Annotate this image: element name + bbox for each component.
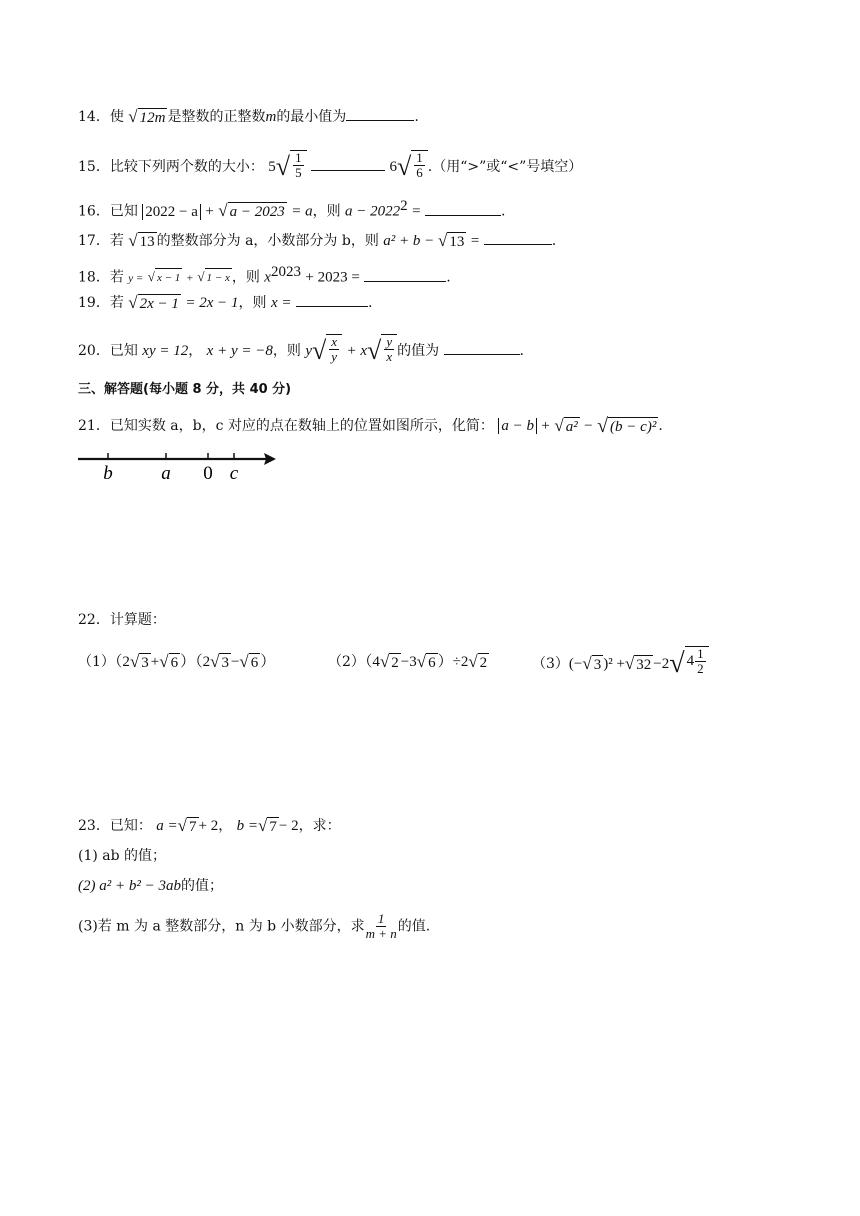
question-21: 21．已知实数 a，b，c 对应的点在数轴上的位置如图所示，化简： a − b + √ a² − √ (b − c)² . <box>78 414 663 437</box>
answer-blank-18[interactable] <box>364 267 446 282</box>
answer-blank-19[interactable] <box>296 292 368 307</box>
sqrt-13: √ 13 <box>128 230 155 250</box>
question-18: 18．若 y = √ x − 1 + √ 1 − x ，则 $x^{2023} + 2023$ = . <box>78 264 451 286</box>
question-16: 16．已知 2022 − a + √ a − 2023 = a，则 $a - 2022^2$ = . <box>78 198 506 221</box>
answer-blank-16[interactable] <box>425 201 501 216</box>
numline-label-a: a <box>161 463 171 484</box>
sqrt-2x-1: √ 2x − 1 <box>128 292 179 312</box>
section-title: 三、解答题(每小题 8 分，共 40 分) <box>78 382 292 397</box>
question-17: 17．若 √ 13 的整数部分为 a，小数部分为 b，则 a² + b − √ 13 = . <box>78 230 557 250</box>
q23-sub-2: (2) a² + b² − 3ab的值； <box>78 878 223 894</box>
q23-sub-1: (1) ab 的值； <box>78 848 167 864</box>
answer-blank-15[interactable] <box>311 156 385 171</box>
q22-part-2: （2）（4 √ 2 −3 √ 6 ）÷2 √ 2 <box>328 651 488 671</box>
question-23: 23．已知： a = √ 7 + 2， b = √ 7 − 2，求： <box>78 815 341 835</box>
numline-label-c: c <box>229 463 239 484</box>
question-14: 14．使 √ 12m 是整数的正整数m的最小值为 . <box>78 106 419 126</box>
sqrt-1-5: √ $\frac{1}{5}$ <box>276 150 307 184</box>
q23-sub-3: (3)若 m 为 a 整数部分，n 为 b 小数部分，求 $\frac{1}{m + n}$ 的值. <box>78 911 431 941</box>
numline-label-b: b <box>103 463 113 484</box>
q22-part-1: （1）（2 √ 3 + √ 6 ）（2 √ 3 − √ 6 ） <box>78 651 276 671</box>
sqrt-12m: √ 12m <box>128 106 166 126</box>
sqrt-1-6: √ $\frac{1}{6}$ <box>397 150 428 184</box>
question-20: 20．已知 xy = 12， x + y = −8，则 y √ $\frac{x}{y}$ + x √ $\frac{y}{x}$ 的值为 . <box>78 334 524 368</box>
q14-number: 14． <box>78 109 110 125</box>
numline-label-0: 0 <box>203 463 213 484</box>
sqrt-a-2023: √ a − 2023 <box>218 201 285 221</box>
answer-blank-20[interactable] <box>444 340 520 355</box>
question-22: 22．计算题： <box>78 612 166 628</box>
number-line <box>76 448 286 488</box>
abs-expression: 2022 − a <box>142 204 201 220</box>
question-19: 19．若 √ 2x − 1 = 2x − 1，则 x = . <box>78 292 373 312</box>
answer-blank-17[interactable] <box>484 230 552 245</box>
answer-blank-14[interactable] <box>346 106 414 121</box>
q22-part-3: （3）(− √ 3 )² + √ 32 −2 √ 4 $\frac{1}{2}$ <box>532 646 709 682</box>
question-15: 15．比较下列两个数的大小： 5 √ $\frac{1}{5}$ 6 √ $\frac{1}{6}$ .（用“>”或“<”号填空） <box>78 150 582 184</box>
